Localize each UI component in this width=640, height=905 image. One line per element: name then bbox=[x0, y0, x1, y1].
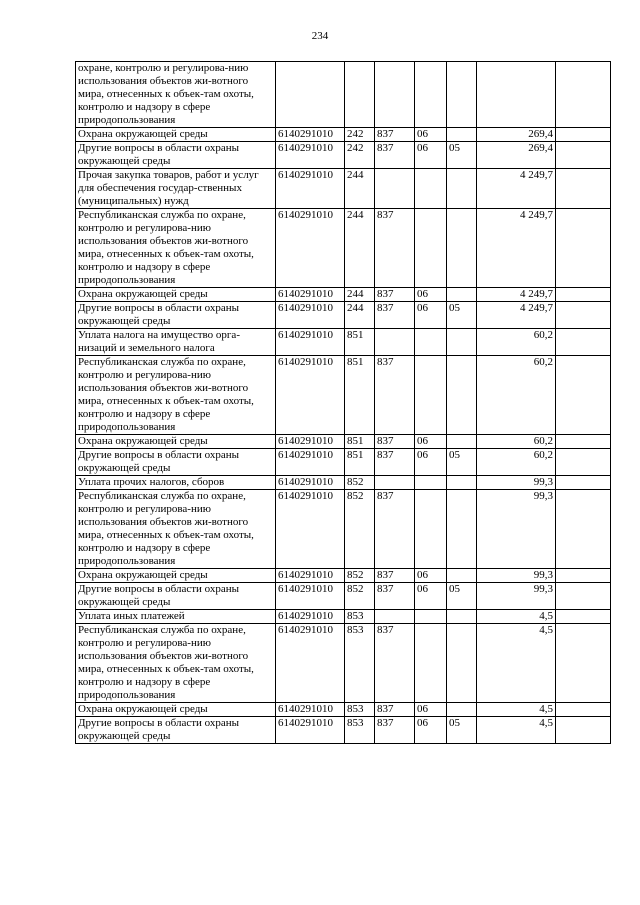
expense-type-cell bbox=[345, 62, 375, 128]
amount-cell: 4,5 bbox=[477, 703, 556, 717]
main-manager-cell: 837 bbox=[375, 302, 415, 329]
target-article-cell: 6140291010 bbox=[276, 624, 345, 703]
row-name-cell: Уплата прочих налогов, сборов bbox=[76, 476, 276, 490]
target-article-cell: 6140291010 bbox=[276, 356, 345, 435]
main-manager-cell bbox=[375, 169, 415, 209]
expense-type-cell: 244 bbox=[345, 302, 375, 329]
subsection-cell bbox=[447, 209, 477, 288]
row-name-cell: Охрана окружающей среды bbox=[76, 435, 276, 449]
row-name-cell: Республиканская служба по охране, контролю и регулирова-нию использования объектов жи-вотного мира, отнесенных к объек-там охоты, контролю и надзору в сфере природопользования bbox=[76, 209, 276, 288]
target-article-cell: 6140291010 bbox=[276, 169, 345, 209]
main-manager-cell bbox=[375, 476, 415, 490]
expense-type-cell: 242 bbox=[345, 128, 375, 142]
amount-cell: 60,2 bbox=[477, 435, 556, 449]
target-article-cell: 6140291010 bbox=[276, 329, 345, 356]
row-name-cell: Другие вопросы в области охраны окружающей среды bbox=[76, 583, 276, 610]
table-row bbox=[76, 128, 611, 142]
extra-cell bbox=[556, 288, 611, 302]
row-name-cell: Охрана окружающей среды bbox=[76, 128, 276, 142]
subsection-cell: 05 bbox=[447, 302, 477, 329]
subsection-cell: 05 bbox=[447, 717, 477, 744]
expense-type-cell: 851 bbox=[345, 329, 375, 356]
section-cell bbox=[415, 209, 447, 288]
expense-type-cell: 853 bbox=[345, 624, 375, 703]
section-cell: 06 bbox=[415, 583, 447, 610]
target-article-cell: 6140291010 bbox=[276, 569, 345, 583]
target-article-cell: 6140291010 bbox=[276, 209, 345, 288]
table-row bbox=[76, 302, 611, 329]
extra-cell bbox=[556, 435, 611, 449]
target-article-cell: 6140291010 bbox=[276, 449, 345, 476]
amount-cell: 4 249,7 bbox=[477, 302, 556, 329]
main-manager-cell: 837 bbox=[375, 624, 415, 703]
subsection-cell bbox=[447, 329, 477, 356]
main-manager-cell: 837 bbox=[375, 288, 415, 302]
expense-type-cell: 853 bbox=[345, 717, 375, 744]
table-body bbox=[76, 62, 611, 744]
section-cell bbox=[415, 624, 447, 703]
main-manager-cell: 837 bbox=[375, 703, 415, 717]
section-cell: 06 bbox=[415, 449, 447, 476]
section-cell bbox=[415, 329, 447, 356]
extra-cell bbox=[556, 356, 611, 435]
subsection-cell bbox=[447, 435, 477, 449]
row-name-cell: Другие вопросы в области охраны окружающей среды bbox=[76, 302, 276, 329]
amount-cell: 269,4 bbox=[477, 128, 556, 142]
subsection-cell bbox=[447, 476, 477, 490]
expense-type-cell: 851 bbox=[345, 449, 375, 476]
amount-cell: 4,5 bbox=[477, 610, 556, 624]
expense-type-cell: 852 bbox=[345, 490, 375, 569]
section-cell: 06 bbox=[415, 128, 447, 142]
main-manager-cell: 837 bbox=[375, 356, 415, 435]
expense-type-cell: 851 bbox=[345, 435, 375, 449]
expense-type-cell: 851 bbox=[345, 356, 375, 435]
main-manager-cell bbox=[375, 610, 415, 624]
table-row bbox=[76, 435, 611, 449]
amount-cell: 99,3 bbox=[477, 476, 556, 490]
row-name-cell: Другие вопросы в области охраны окружающей среды bbox=[76, 142, 276, 169]
amount-cell: 99,3 bbox=[477, 569, 556, 583]
table-row bbox=[76, 288, 611, 302]
table-row bbox=[76, 169, 611, 209]
expense-type-cell: 852 bbox=[345, 569, 375, 583]
amount-cell: 99,3 bbox=[477, 490, 556, 569]
section-cell bbox=[415, 169, 447, 209]
table-row bbox=[76, 209, 611, 288]
subsection-cell bbox=[447, 569, 477, 583]
target-article-cell bbox=[276, 62, 345, 128]
row-name-cell: Охрана окружающей среды bbox=[76, 703, 276, 717]
extra-cell bbox=[556, 128, 611, 142]
expense-type-cell: 244 bbox=[345, 288, 375, 302]
section-cell bbox=[415, 476, 447, 490]
expense-type-cell: 244 bbox=[345, 169, 375, 209]
amount-cell: 60,2 bbox=[477, 329, 556, 356]
row-name-cell: Республиканская служба по охране, контролю и регулирова-нию использования объектов жи-вотного мира, отнесенных к объек-там охоты, контролю и надзору в сфере природопользования bbox=[76, 490, 276, 569]
row-name-cell: Уплата иных платежей bbox=[76, 610, 276, 624]
row-name-cell: охране, контролю и регулирова-нию использования объектов жи-вотного мира, отнесенных к объек-там охоты, контролю и надзору в сфере природопользования bbox=[76, 62, 276, 128]
target-article-cell: 6140291010 bbox=[276, 610, 345, 624]
table-row bbox=[76, 490, 611, 569]
amount-cell: 4 249,7 bbox=[477, 209, 556, 288]
row-name-cell: Прочая закупка товаров, работ и услуг для обеспечения государ-ственных (муниципальных) нужд bbox=[76, 169, 276, 209]
table-row bbox=[76, 624, 611, 703]
subsection-cell: 05 bbox=[447, 142, 477, 169]
subsection-cell bbox=[447, 169, 477, 209]
subsection-cell bbox=[447, 356, 477, 435]
subsection-cell bbox=[447, 128, 477, 142]
subsection-cell: 05 bbox=[447, 449, 477, 476]
section-cell bbox=[415, 610, 447, 624]
expense-type-cell: 244 bbox=[345, 209, 375, 288]
table-row bbox=[76, 610, 611, 624]
subsection-cell bbox=[447, 490, 477, 569]
amount-cell: 4 249,7 bbox=[477, 288, 556, 302]
subsection-cell bbox=[447, 703, 477, 717]
main-manager-cell: 837 bbox=[375, 435, 415, 449]
extra-cell bbox=[556, 569, 611, 583]
main-manager-cell bbox=[375, 62, 415, 128]
target-article-cell: 6140291010 bbox=[276, 142, 345, 169]
section-cell: 06 bbox=[415, 288, 447, 302]
subsection-cell: 05 bbox=[447, 583, 477, 610]
section-cell: 06 bbox=[415, 302, 447, 329]
amount-cell: 269,4 bbox=[477, 142, 556, 169]
extra-cell bbox=[556, 62, 611, 128]
section-cell bbox=[415, 62, 447, 128]
table-row bbox=[76, 717, 611, 744]
subsection-cell bbox=[447, 62, 477, 128]
section-cell: 06 bbox=[415, 569, 447, 583]
expense-type-cell: 853 bbox=[345, 703, 375, 717]
table-row bbox=[76, 142, 611, 169]
extra-cell bbox=[556, 142, 611, 169]
row-name-cell: Другие вопросы в области охраны окружающей среды bbox=[76, 717, 276, 744]
main-manager-cell: 837 bbox=[375, 583, 415, 610]
extra-cell bbox=[556, 329, 611, 356]
main-manager-cell: 837 bbox=[375, 209, 415, 288]
extra-cell bbox=[556, 476, 611, 490]
target-article-cell: 6140291010 bbox=[276, 476, 345, 490]
table-row bbox=[76, 476, 611, 490]
amount-cell: 4,5 bbox=[477, 624, 556, 703]
target-article-cell: 6140291010 bbox=[276, 288, 345, 302]
section-cell: 06 bbox=[415, 703, 447, 717]
section-cell: 06 bbox=[415, 717, 447, 744]
main-manager-cell: 837 bbox=[375, 569, 415, 583]
amount-cell: 4 249,7 bbox=[477, 169, 556, 209]
target-article-cell: 6140291010 bbox=[276, 583, 345, 610]
main-manager-cell: 837 bbox=[375, 128, 415, 142]
extra-cell bbox=[556, 449, 611, 476]
extra-cell bbox=[556, 302, 611, 329]
row-name-cell: Охрана окружающей среды bbox=[76, 288, 276, 302]
extra-cell bbox=[556, 209, 611, 288]
table-row bbox=[76, 569, 611, 583]
main-manager-cell: 837 bbox=[375, 490, 415, 569]
page-number: 234 bbox=[311, 30, 329, 42]
table-row bbox=[76, 583, 611, 610]
expense-type-cell: 853 bbox=[345, 610, 375, 624]
target-article-cell: 6140291010 bbox=[276, 435, 345, 449]
target-article-cell: 6140291010 bbox=[276, 490, 345, 569]
subsection-cell bbox=[447, 610, 477, 624]
target-article-cell: 6140291010 bbox=[276, 302, 345, 329]
expense-type-cell: 242 bbox=[345, 142, 375, 169]
amount-cell: 60,2 bbox=[477, 356, 556, 435]
expense-type-cell: 852 bbox=[345, 583, 375, 610]
extra-cell bbox=[556, 169, 611, 209]
row-name-cell: Уплата налога на имущество орга-низаций и земельного налога bbox=[76, 329, 276, 356]
section-cell bbox=[415, 490, 447, 569]
extra-cell bbox=[556, 624, 611, 703]
table-row bbox=[76, 62, 611, 128]
extra-cell bbox=[556, 490, 611, 569]
expense-type-cell: 852 bbox=[345, 476, 375, 490]
target-article-cell: 6140291010 bbox=[276, 703, 345, 717]
section-cell bbox=[415, 356, 447, 435]
budget-table bbox=[75, 61, 611, 744]
row-name-cell: Республиканская служба по охране, контролю и регулирова-нию использования объектов жи-вотного мира, отнесенных к объек-там охоты, контролю и надзору в сфере природопользования bbox=[76, 624, 276, 703]
target-article-cell: 6140291010 bbox=[276, 717, 345, 744]
section-cell: 06 bbox=[415, 435, 447, 449]
subsection-cell bbox=[447, 288, 477, 302]
extra-cell bbox=[556, 583, 611, 610]
extra-cell bbox=[556, 717, 611, 744]
subsection-cell bbox=[447, 624, 477, 703]
row-name-cell: Республиканская служба по охране, контролю и регулирова-нию использования объектов жи-вотного мира, отнесенных к объек-там охоты, контролю и надзору в сфере природопользования bbox=[76, 356, 276, 435]
table-row bbox=[76, 329, 611, 356]
amount-cell: 4,5 bbox=[477, 717, 556, 744]
section-cell: 06 bbox=[415, 142, 447, 169]
extra-cell bbox=[556, 610, 611, 624]
main-manager-cell: 837 bbox=[375, 449, 415, 476]
table-row bbox=[76, 449, 611, 476]
table-row bbox=[76, 703, 611, 717]
main-manager-cell bbox=[375, 329, 415, 356]
main-manager-cell: 837 bbox=[375, 717, 415, 744]
amount-cell bbox=[477, 62, 556, 128]
amount-cell: 60,2 bbox=[477, 449, 556, 476]
table-row bbox=[76, 356, 611, 435]
extra-cell bbox=[556, 703, 611, 717]
target-article-cell: 6140291010 bbox=[276, 128, 345, 142]
row-name-cell: Другие вопросы в области охраны окружающей среды bbox=[76, 449, 276, 476]
row-name-cell: Охрана окружающей среды bbox=[76, 569, 276, 583]
main-manager-cell: 837 bbox=[375, 142, 415, 169]
amount-cell: 99,3 bbox=[477, 583, 556, 610]
